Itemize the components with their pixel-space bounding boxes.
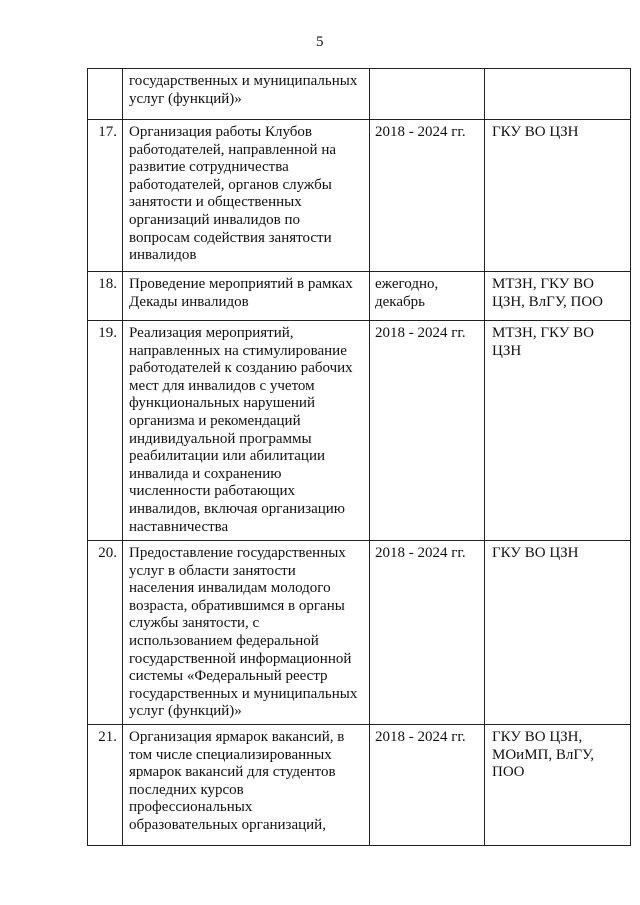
row-number-cell	[88, 120, 123, 272]
date-text-line: 2018 - 2024 гг.	[375, 325, 466, 341]
page-number: 5	[316, 34, 324, 50]
row-number: 20.	[98, 545, 117, 561]
table-row	[88, 272, 631, 321]
executor-text-line: ГКУ ВО ЦЗН	[492, 545, 579, 561]
event-text-line: наставничества	[129, 518, 229, 535]
date-cell	[370, 725, 485, 846]
event-text-line: инвалидов, включая организацию	[129, 500, 346, 517]
event-text-line: образовательных организаций,	[129, 816, 326, 833]
executor-text-line: ГКУ ВО ЦЗН,	[492, 729, 583, 745]
date-cell	[370, 69, 485, 120]
executor-text-line: МОиМП, ВлГУ,	[492, 746, 594, 763]
table-row	[88, 725, 631, 846]
row-number: 17.	[98, 124, 117, 140]
event-text-line: последних курсов	[129, 781, 244, 798]
event-text-line: работодателей, органов службы	[129, 176, 332, 193]
event-text-line: Реализация мероприятий,	[129, 325, 294, 341]
table-row	[88, 69, 631, 120]
date-cell	[370, 321, 485, 541]
event-text-line: возраста, обратившимся в органы	[129, 597, 345, 614]
measures-table	[87, 68, 631, 846]
event-text-line: Организация работы Клубов	[129, 124, 312, 140]
executor-text-line: ЦЗН	[492, 342, 522, 359]
event-text-line: Предоставление государственных	[129, 545, 346, 561]
event-cell	[123, 321, 370, 541]
event-text-line: индивидуальной программы	[129, 430, 312, 447]
executor-text-line: ПОО	[492, 764, 525, 781]
event-text-line: государственной информационной	[129, 650, 352, 667]
event-text-line: Проведение мероприятий в рамках	[129, 276, 353, 292]
executor-cell	[485, 541, 631, 725]
row-number-cell	[88, 541, 123, 725]
event-text-line: численности работающих	[129, 483, 296, 500]
executor-cell	[485, 69, 631, 120]
event-cell	[123, 541, 370, 725]
event-text-line: организма и рекомендаций	[129, 412, 301, 429]
row-number: 18.	[98, 276, 117, 292]
row-number-cell	[88, 321, 123, 541]
executor-cell	[485, 120, 631, 272]
event-text-line: ярмарок вакансий для студентов	[129, 764, 336, 781]
date-text-line: 2018 - 2024 гг.	[375, 545, 466, 561]
executor-cell	[485, 272, 631, 321]
executor-text-line: МТЗН, ГКУ ВО	[492, 276, 594, 292]
date-text-line: ежегодно,	[375, 276, 439, 292]
event-text-line: работодателей к созданию рабочих	[129, 360, 353, 377]
date-cell	[370, 120, 485, 272]
event-text-line: системы «Федеральный реестр	[129, 668, 328, 685]
table-row	[88, 120, 631, 272]
row-number-cell	[88, 69, 123, 120]
date-cell	[370, 541, 485, 725]
executor-text-line: ГКУ ВО ЦЗН	[492, 124, 579, 140]
event-text-line: мест для инвалидов с учетом	[129, 377, 315, 394]
event-text-line: инвалидов	[129, 247, 197, 264]
row-number: 19.	[98, 325, 117, 341]
event-text-line: государственных и муниципальных	[129, 73, 358, 89]
row-number-cell	[88, 272, 123, 321]
executor-text-line: ЦЗН, ВлГУ, ПОО	[492, 293, 604, 310]
event-cell	[123, 120, 370, 272]
event-cell	[123, 725, 370, 846]
event-text-line: направленных на стимулирование	[129, 342, 347, 359]
event-text-line: реабилитации или абилитации	[129, 448, 325, 465]
event-text-line: занятости и общественных	[129, 194, 302, 211]
row-number: 21.	[98, 729, 117, 745]
row-number-cell	[88, 725, 123, 846]
event-text-line: профессиональных	[129, 799, 253, 816]
event-cell	[123, 69, 370, 120]
executor-text-line: МТЗН, ГКУ ВО	[492, 325, 594, 341]
event-cell	[123, 272, 370, 321]
event-text-line: функциональных нарушений	[129, 395, 315, 412]
event-text-line: службы занятости, с	[129, 615, 260, 632]
table-row	[88, 541, 631, 725]
executor-cell	[485, 321, 631, 541]
event-text-line: организаций инвалидов по	[129, 211, 301, 228]
event-text-line: вопросам содействия занятости	[129, 229, 332, 246]
executor-cell	[485, 725, 631, 846]
date-text-line: 2018 - 2024 гг.	[375, 729, 466, 745]
event-text-line: населения инвалидам молодого	[129, 580, 331, 597]
event-text-line: том числе специализированных	[129, 746, 332, 763]
event-text-line: государственных и муниципальных	[129, 685, 358, 702]
date-text-line: 2018 - 2024 гг.	[375, 124, 466, 140]
date-cell	[370, 272, 485, 321]
event-text-line: инвалида и сохранению	[129, 465, 282, 482]
date-text-line: декабрь	[375, 293, 425, 310]
event-text-line: услуг (функций)»	[129, 90, 242, 107]
event-text-line: услуг (функций)»	[129, 703, 242, 720]
event-text-line: Декады инвалидов	[129, 293, 249, 310]
event-text-line: развитие сотрудничества	[129, 159, 289, 176]
event-text-line: услуг в области занятости	[129, 562, 296, 579]
event-text-line: использованием федеральной	[129, 632, 319, 649]
table-row	[88, 321, 631, 541]
event-text-line: работодателей, направленной на	[129, 141, 337, 158]
table-body	[88, 69, 631, 846]
event-text-line: Организация ярмарок вакансий, в	[129, 729, 345, 745]
